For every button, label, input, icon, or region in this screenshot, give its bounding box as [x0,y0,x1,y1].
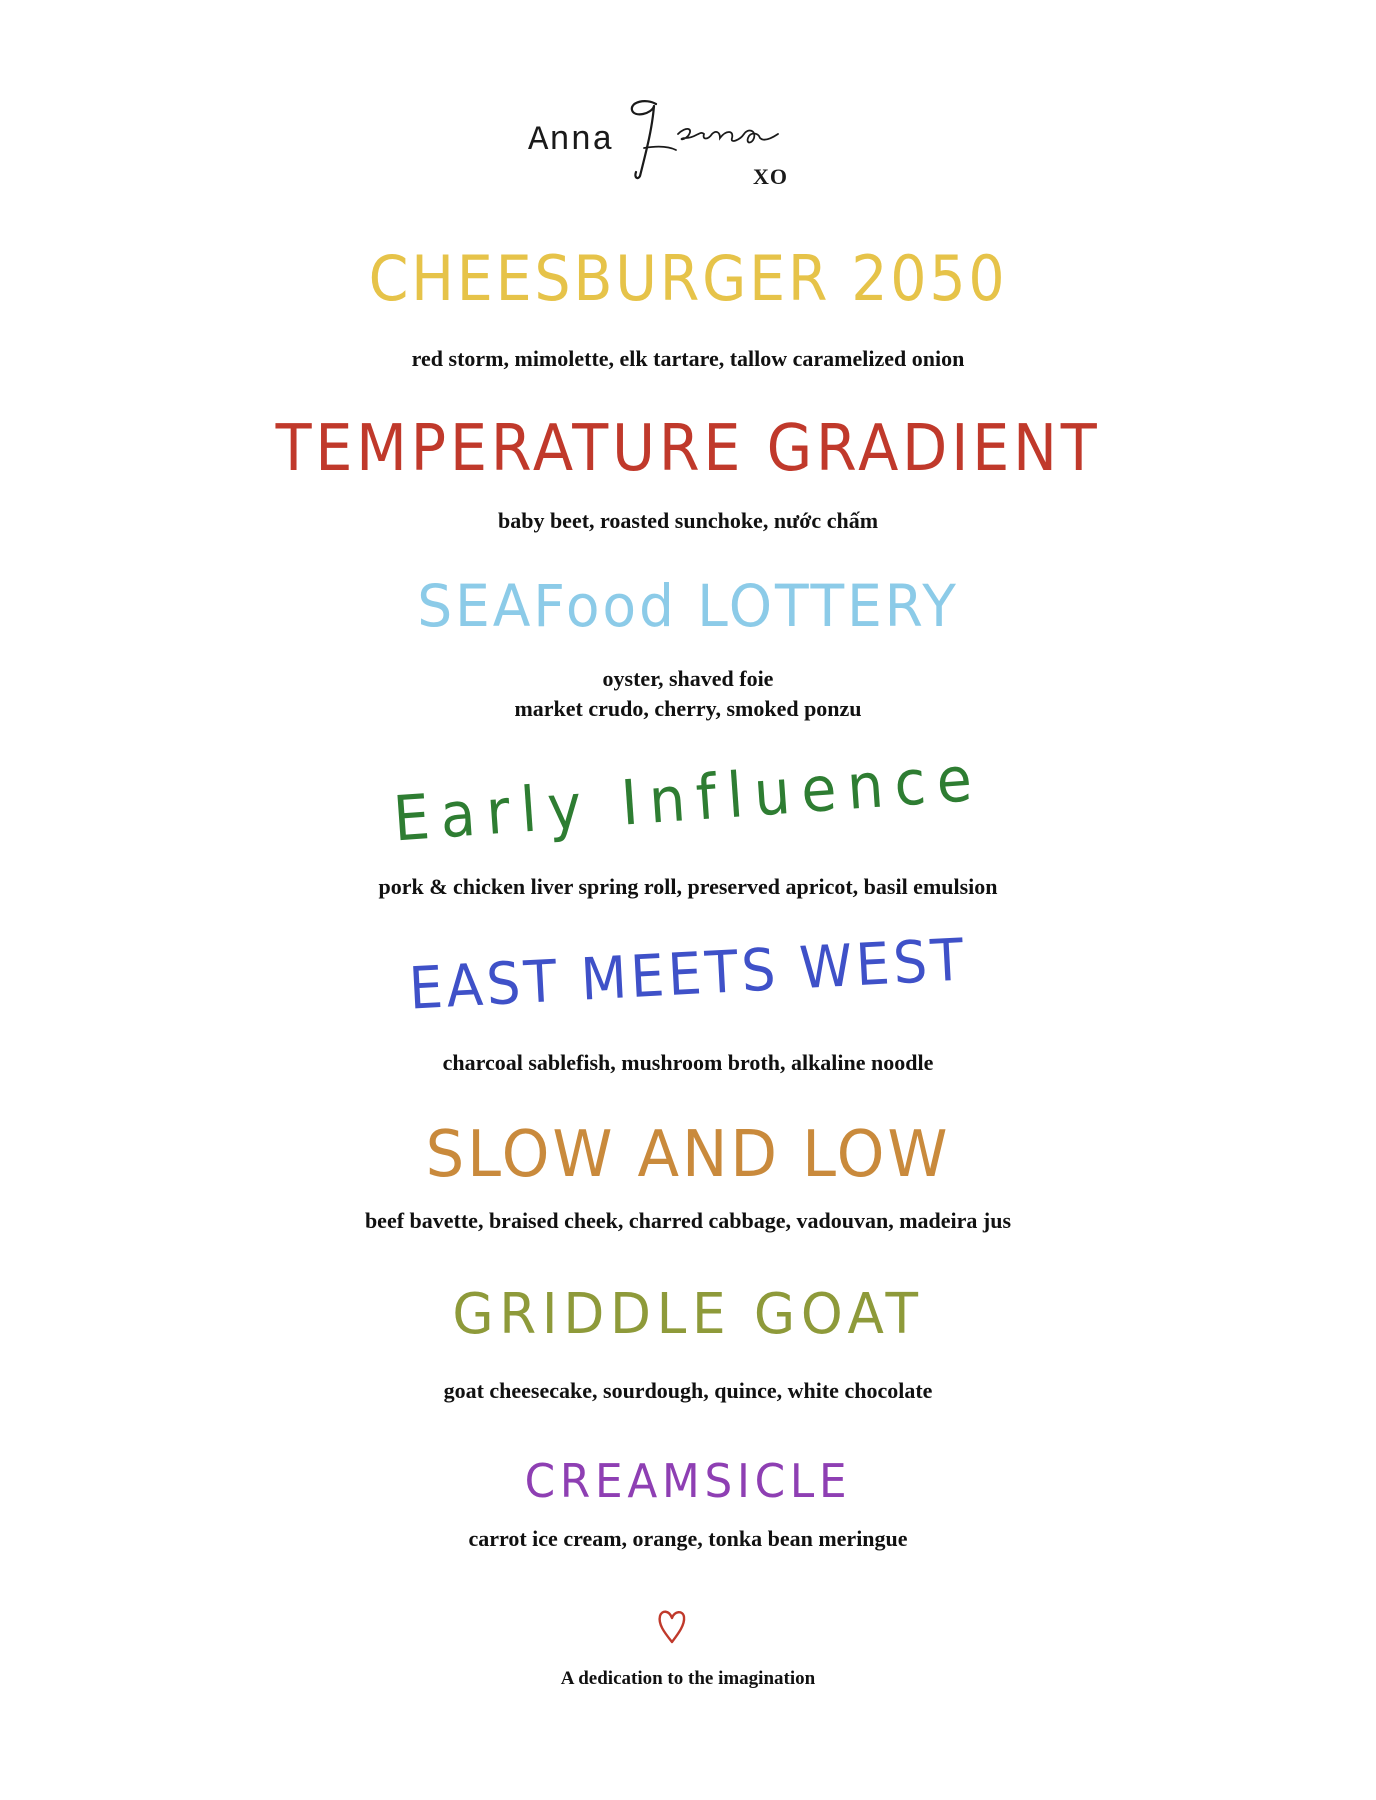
description-line: market crudo, cherry, smoked ponzu [514,696,862,721]
course-title: CREAMSICLE [524,1454,852,1508]
course-description [0,1524,1376,1554]
course-description [0,872,1376,902]
course-title: CHEESBURGER 2050 [368,242,1008,315]
logo-xo-text: XO [753,164,788,189]
course-description [0,1376,1376,1406]
course-description [0,1048,1376,1078]
course-description [0,664,1376,724]
course-title: SEAFood LOTTERY [417,572,959,640]
course-description [0,1206,1376,1236]
course-title: Early Influence [390,741,986,856]
description-line: red storm, mimolette, elk tartare, tallow caramelized onion [411,346,965,371]
course-description [0,506,1376,536]
description-line: baby beet, roasted sunchoke, nước chấm [497,508,879,533]
description-line: charcoal sablefish, mushroom broth, alkaline noodle [442,1050,934,1075]
course-title: EAST MEETS WEST [407,925,969,1023]
course-title: TEMPERATURE GRADIENT [275,412,1101,486]
heart-icon [656,1606,688,1648]
description-line: carrot ice cream, orange, tonka bean meringue [468,1526,908,1551]
description-line: oyster, shaved foie [602,666,774,691]
course-description [0,344,1376,374]
logo-anna-text: Anna [528,122,614,160]
course-title: GRIDDLE GOAT [452,1282,924,1347]
annalena-logo [520,84,820,194]
description-line: goat cheesecake, sourdough, quince, white chocolate [443,1378,933,1403]
course-title: SLOW AND LOW [425,1118,951,1192]
dedication-text: A dedication to the imagination [560,1668,816,1689]
description-line: beef bavette, braised cheek, charred cabbage, vadouvan, madeira jus [364,1208,1012,1233]
description-line: pork & chicken liver spring roll, preserved apricot, basil emulsion [378,874,998,899]
